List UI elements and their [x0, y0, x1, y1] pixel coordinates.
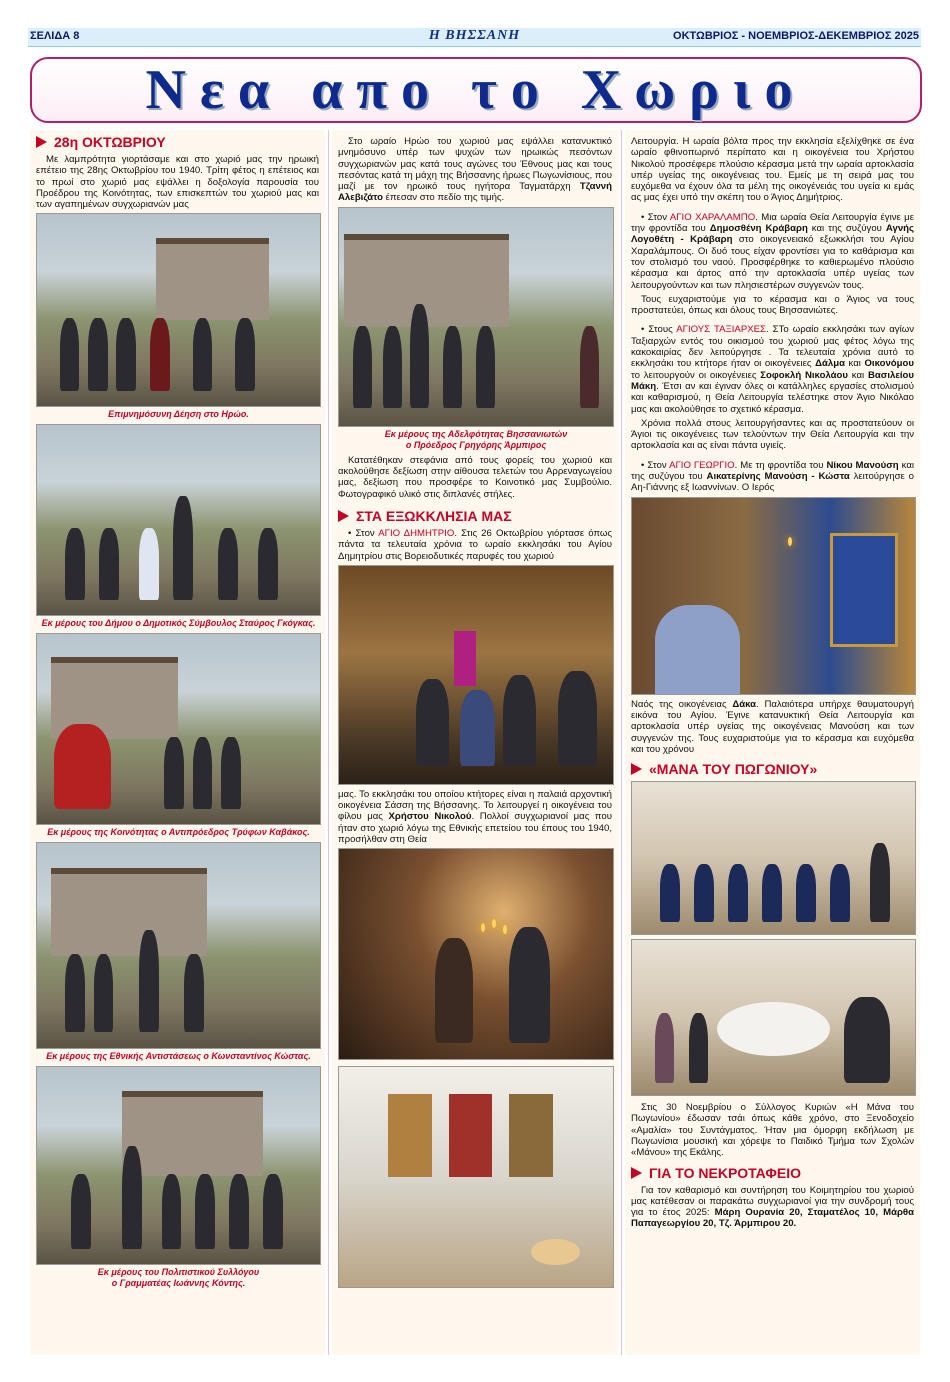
article-thanks: Τους ευχαριστούμε για το κέρασμα και ο Άγιος να τους προστατεύει, όπως και όλους τους Βησσανιώτες.	[631, 293, 914, 317]
photo-resistance-wreath	[36, 842, 321, 1049]
heading-cemetery: ΓΙΑ ΤΟ ΝΕΚΡΟΤΑΦΕΙΟ	[631, 1165, 916, 1181]
photo-children-dance	[631, 781, 916, 935]
article-tea-event: Στις 30 Νοεμβρίου ο Σύλλογος Κυριών «Η Μάνα του Πωγωνίου» έδωσαν τσάι όπως κάθε χρόνο, στο Ξενοδοχείο «Αμαλία» του Συντάγματος. Ήταν μια όμορφη εκδήλωση με Πωγωνίσια μουσική και χόρεψε το Παιδικό Τμήμα των Σχολών «Μάνου» της Εκάλης.	[631, 1102, 914, 1159]
photo-brotherhood-wreath	[338, 207, 614, 427]
photo-caption: Εκ μέρους του Πολιτιστικού Συλλόγου ο Γραμματέας Ιωάννης Κόντης.	[97, 1267, 260, 1289]
issue-period: ΟΚΤΩΒΡΙΟΣ - ΝΟΕΜΒΡΙΟΣ-ΔΕΚΕΜΒΡΙΟΣ 2025	[673, 30, 919, 42]
article-intro: Με λαμπρότητα γιορτάσαμε και στο χωριό μας την ηρωική επέτειο της 28ης Οκτωβρίου του 1940. Τρίτη φέτος η επέτειος και το πρωί στο χωριό μας εψάλλει η δοξολογία παρουσία του Προέδρου της Κοινότητας, των επισκεπτών του χωριού μας και των αγαπημένων συγχωριανών μας	[36, 154, 319, 211]
column-divider	[328, 130, 329, 1355]
photo-caption: Εκ μέρους του Δήμου ο Δημοτικός Σύμβουλος Σταύρος Γκόγκας.	[41, 618, 316, 629]
article-dimitrios-continued: Λειτουργία. Η ωραία βόλτα προς την εκκλησία εξελίχθηκε σε ένα ωραίο φθινοπωρινό περίπατο και η οικογένεια του Χρήστου Νικολού προσέφερε πλούσιο κέρασμα μετά την ωραία αρτοκλασία υπέρ υγείας της οικογένειας του. Εμείς με τη σειρά μας του ευχόμεθα να έχουν όλα τα μέλη της οικογένειάς του υγεία κι εμάς ας μας έχει υπό την σκέπη του ο Άγιος Δημήτριος.	[631, 136, 914, 204]
page-header-bar	[28, 28, 921, 47]
arrow-right-icon	[631, 763, 642, 775]
photo-tea-event	[631, 939, 916, 1096]
article-wishes: Χρόνια πολλά στους λειτουργήσαντες και ας προστατεύουν οι Άγιοι τις οικογένειες των τελούντων την Θεία Λειτουργία και την αρτοκλασία και ας είναι πάντα υγιείς.	[631, 417, 914, 452]
column-divider	[621, 130, 622, 1355]
article-wreaths-reception: Κατατέθηκαν στεφάνια από τους φορείς του χωριού και ακολούθησε δεξίωση στην αίθουσα τελετών του Αρρεναγωγείου μας, δεξίωση που προσφέρε το Κοινοτικό μας Συμβούλιο. Φωτογραφικό υλικό στις διπλανές στήλες.	[338, 454, 612, 500]
arrow-right-icon	[36, 136, 47, 148]
photo-candle-lighting	[338, 848, 614, 1060]
photo-community-wreath	[36, 633, 321, 825]
photo-caption: Εκ μέρους της Εθνικής Αντιστάσεως ο Κωνσταντίνος Κώστας.	[46, 1051, 311, 1062]
photo-caption: Εκ μέρους της Αδελφότητας Βησσανιωτών ο Πρόεδρος Γρηγόρης Άρμπιρος	[384, 428, 568, 450]
section-title: Νεα απο το Χωριο	[145, 59, 807, 121]
photo-chapel-interior	[338, 565, 614, 785]
heading-chapels: ΣΤΑ ΕΞΩΚΚΛΗΣΙΑ ΜΑΣ	[338, 508, 614, 524]
column-middle	[332, 130, 618, 1355]
photo-municipal-wreath	[36, 424, 321, 616]
article-agios-georgios: • Στον ΑΓΙΟ ΓΕΩΡΓΙΟ. Με τη φροντίδα του Νίκου Μανούση και της συζύγου του Αικατερίνης Μανούση - Κώστα λειτούργησε ο Αη-Γιάννης εξ Ιωαννίνων. Ο Ιερός	[631, 459, 915, 494]
photo-caption: Εκ μέρους της Κοινότητας ο Αντιπρόεδρος Τρύφων Καβάκος.	[47, 827, 310, 838]
article-daka-family: Ναός της οικογένειας Δάκα. Παλαιότερα υπήρχε θαυματουργή εικόνα του Αγίου. Έγινε κατανυκτική Θεία Λειτουργία και αρτοκλασία υπέρ υγείας της οικογένειας Μανούση και των συγγενών της. Τους ευχαριστούμε για το κέρασμα και ευχόμεθα και του χρόνου	[631, 698, 914, 755]
arrow-right-icon	[338, 510, 349, 522]
column-right	[625, 130, 920, 1355]
article-agios-charalampos: • Στον ΑΓΙΟ ΧΑΡΑΛΑΜΠΟ. Μια ωραία Θεία Λειτουργία έγινε με την φροντίδα του Δημοσθένη Κράβαρη και της συζύγου Αγνής Λογοθέτη - Κράβαρη στο οικογενειακό εξωκκλήσι του Αγίου Χαραλάμπους. Οι δυό τους είχαν φροντίσει για το καθάρισμα και τον στολισμό του ναού. Προσφέρθηκε το καθιερωμένο πλούσιο κέρασμα και άρτος από την αρτοκλασία υπέρ υγείας των λειτουργούντων και των πλησιεστέρων συγγενών τους.	[631, 211, 914, 291]
article-heroes-memorial: Στο ωραίο Ηρώο του χωριού μας εψάλλει κατανυκτικό μνημόσυνο υπέρ των ψυχών των ηρωικώς πεσόντων συγχωριανών μας κατά τους αγώνες του Έθνους μας και τους πεσόντας κατά τη μάχη της Βήσσανης ήρωες Πωγωνίσιους, που μαζί με τον ηρωικό τους ηγήτορα Ταγματάρχη Τζαννή Αλεβιζάτο έπεσαν στο πεδίο της τιμής.	[338, 136, 612, 204]
page-number: ΣΕΛΙΔΑ 8	[30, 30, 80, 42]
paper-name: Η ΒΗΣΣΑΝΗ	[428, 28, 521, 43]
article-nikolou-family: μας. Το εκκλησάκι του οποίου κτήτορες είναι η παλαιά αρχοντική οικογένεια Σάσση της Βήσσανης. Το λειτουργεί η οικογένεια του φίλου μας Χρήστου Νικολού. Πολλοί συγχωριανοί μας που ήταν στο χωριό λόγω της Εθνικής επετείου του έπους του 1940, προσήλθαν στη Θεία	[338, 788, 612, 846]
photo-cultural-association	[36, 1066, 321, 1265]
article-agioi-taxiarches: • Στους ΑΓΙΟΥΣ ΤΑΞΙΑΡΧΕΣ. ΣΤο ωραίο εκκλησάκι των αγίων Ταξιαρχών εντός του οικισμού του χωριού μας φέτος λόγω της κακοκαιρίας δεν λειτούργησε . Τα τελευταία χρόνια αυτό το εκκλησάκι του κτήτορε ήταν οι οικογένειες Δάλμα και Οικονόμου το λειτουργούν οι οικογένειες Σοφοκλή Νικολάου και Βασιλείου Μάκη. Έτσι αν και έγιναν όλες οι κατάλληλες εργασίες στολισμού και καθαρισμού, η Θεία Λειτουργία τελέστηκε στον Άγιο Νικόλαο μας και ακολούθησε το σχετικό κέρασμα.	[631, 324, 914, 415]
photo-saint-icon	[631, 497, 916, 695]
column-left	[30, 130, 325, 1355]
photo-memorial-service	[36, 213, 321, 407]
article-agios-dimitrios: • Στον ΑΓΙΟ ΔΗΜΗΤΡΙΟ. Στις 26 Οκτωβρίου γιόρτασε όπως πάντα τα τελευταία χρόνια το ωραίο εκκλησάκι του Αγίου Δημητρίου στις Βορειοδυτικές παρυφές του χωριού	[338, 527, 613, 562]
heading-28-october: 28η ΟΚΤΩΒΡΙΟΥ	[36, 134, 321, 150]
arrow-right-icon	[631, 1167, 642, 1179]
section-masthead	[30, 57, 922, 123]
heading-mana-pogoniou: «ΜΑΝΑ ΤΟΥ ΠΩΓΩΝΙΟΥ»	[631, 761, 916, 777]
photo-iconostasis	[338, 1066, 614, 1288]
photo-caption: Επιμνημόσυνη Δέηση στο Ηρώο.	[108, 409, 249, 420]
article-cemetery-donations: Για τον καθαρισμό και συντήρηση του Κοιμητηρίου του χωριού μας κατέθεσαν οι παρακάτω συγχωριανοί για την συνδρομή τους για το έτος 2025: Μάρη Ουρανία 20, Σταματέλος 10, Μάρθα Παπαγεωργίου 20, Τζ. Άρμπιρου 20.	[631, 1184, 915, 1230]
